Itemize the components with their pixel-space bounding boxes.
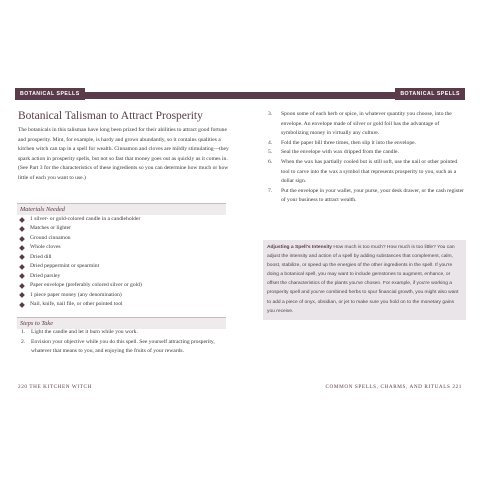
left-folio: 220 THE KITCHEN WITCH	[18, 384, 92, 390]
step-number: 2.	[21, 338, 26, 345]
diamond-bullet-icon	[19, 226, 25, 232]
step-number: 6.	[268, 158, 273, 165]
page-title: Botanical Talisman to Attract Prosperity	[18, 110, 203, 122]
left-section-tab: BOTANICAL SPELLS	[15, 88, 85, 100]
step-text: Light the candle and let it burn while you work.	[31, 329, 138, 335]
diamond-bullet-icon	[19, 292, 25, 298]
step-number: 7.	[268, 187, 273, 194]
list-item: Dried peppermint or spearmint	[18, 262, 230, 271]
step-number: 4.	[268, 139, 273, 146]
step-item	[18, 328, 233, 338]
step-text: When the wax has partially cooled but is still soft, use the nail or other pointed tool to carve into the wax a symbol that represents prosperity to you, such as a dollar sign.	[281, 158, 458, 185]
materials-list	[18, 215, 230, 310]
right-folio: COMMON SPELLS, CHARMS, AND RITUALS 221	[325, 384, 462, 390]
list-item: Nail, knife, nail file, or other pointed tool	[18, 300, 230, 309]
list-item: Dried dill	[18, 253, 230, 262]
list-item: Dried parsley	[18, 272, 230, 281]
step-text: Envision your objective while you do this spell. See yourself attracting prosperity, whatever that means to you, and enjoying the fruits of your rewards.	[31, 338, 215, 355]
sidebar-box	[263, 240, 466, 320]
right-section-tab: BOTANICAL SPELLS	[395, 88, 465, 100]
list-item: Whole cloves	[18, 243, 230, 252]
list-item: 1 piece paper money (any denomination)	[18, 291, 230, 300]
step-number: 3.	[268, 111, 273, 117]
step-item	[268, 110, 466, 139]
step-number: 1.	[21, 329, 26, 335]
step-item	[268, 139, 466, 149]
diamond-bullet-icon	[19, 236, 25, 242]
step-item	[268, 158, 466, 187]
step-text: Fold the paper bill three times, then slip it into the envelope.	[281, 139, 416, 146]
list-item: Matches or lighter	[18, 224, 230, 233]
list-item: Ground cinnamon	[18, 234, 230, 243]
diamond-bullet-icon	[19, 273, 25, 279]
sidebar-title: Adjusting a Spell's Intensity	[267, 245, 333, 250]
step-item	[268, 148, 466, 158]
steps-list-continued	[268, 110, 466, 206]
list-item: Paper envelope (preferably colored silver or gold)	[18, 281, 230, 290]
diamond-bullet-icon	[19, 302, 25, 308]
sidebar-text: How much is too much? How much is too little? You can adjust the intensity and action of a spell by adding substances that complement, calm, boost, stabilize, or speed up the energies of the other ingredients in the spell. If you're doing a botanical spell, you may want to include gemstones to augment, enhance, or offset the characteristics of the plants you've chosen. For example, if you're working a prosperity spell and you've combined herbs to spur financial growth, you might also want to add a piece of onyx, obsidian, or jet to make sure you hold on to the monetary gains you receive.	[267, 245, 459, 314]
right-page	[240, 0, 480, 480]
step-number: 5.	[268, 149, 273, 156]
diamond-bullet-icon	[19, 283, 25, 289]
steps-heading: Steps to Take	[17, 317, 226, 329]
diamond-bullet-icon	[19, 217, 25, 223]
list-item: 1 silver- or gold-colored candle in a candleholder	[18, 215, 230, 224]
materials-heading: Materials Needed	[17, 203, 226, 215]
diamond-bullet-icon	[19, 264, 25, 270]
step-item	[18, 338, 233, 357]
step-text: Spoon some of each herb or spice, in whatever quantity you choose, into the envelope. An envelope made of silver or gold foil has the advantage of symbolizing money in virtually any culture.	[281, 111, 452, 137]
intro-paragraph: The botanicals in this talisman have long been prized for their abilities to attract good fortune and prosperity. Mint, for example, is hardy and grows abundantly, so it contains qualities a kitchen witch can tap in a spell for wealth. Cinnamon and cloves are mildly stimulating—they spark action in prosperity spells, but not so fast that money goes out as quickly as it comes in. (See Part 3 for the characteristics of these ingredients so you can determine how much or how little of each you want to use.)	[18, 127, 229, 181]
diamond-bullet-icon	[19, 245, 25, 251]
steps-list	[18, 328, 233, 357]
step-item	[268, 187, 466, 206]
step-text: Seal the envelope with wax dripped from the candle.	[281, 149, 399, 156]
step-text: Put the envelope in your wallet, your purse, your desk drawer, or the cash register of your business to attract wealth.	[281, 187, 464, 204]
diamond-bullet-icon	[19, 255, 25, 261]
